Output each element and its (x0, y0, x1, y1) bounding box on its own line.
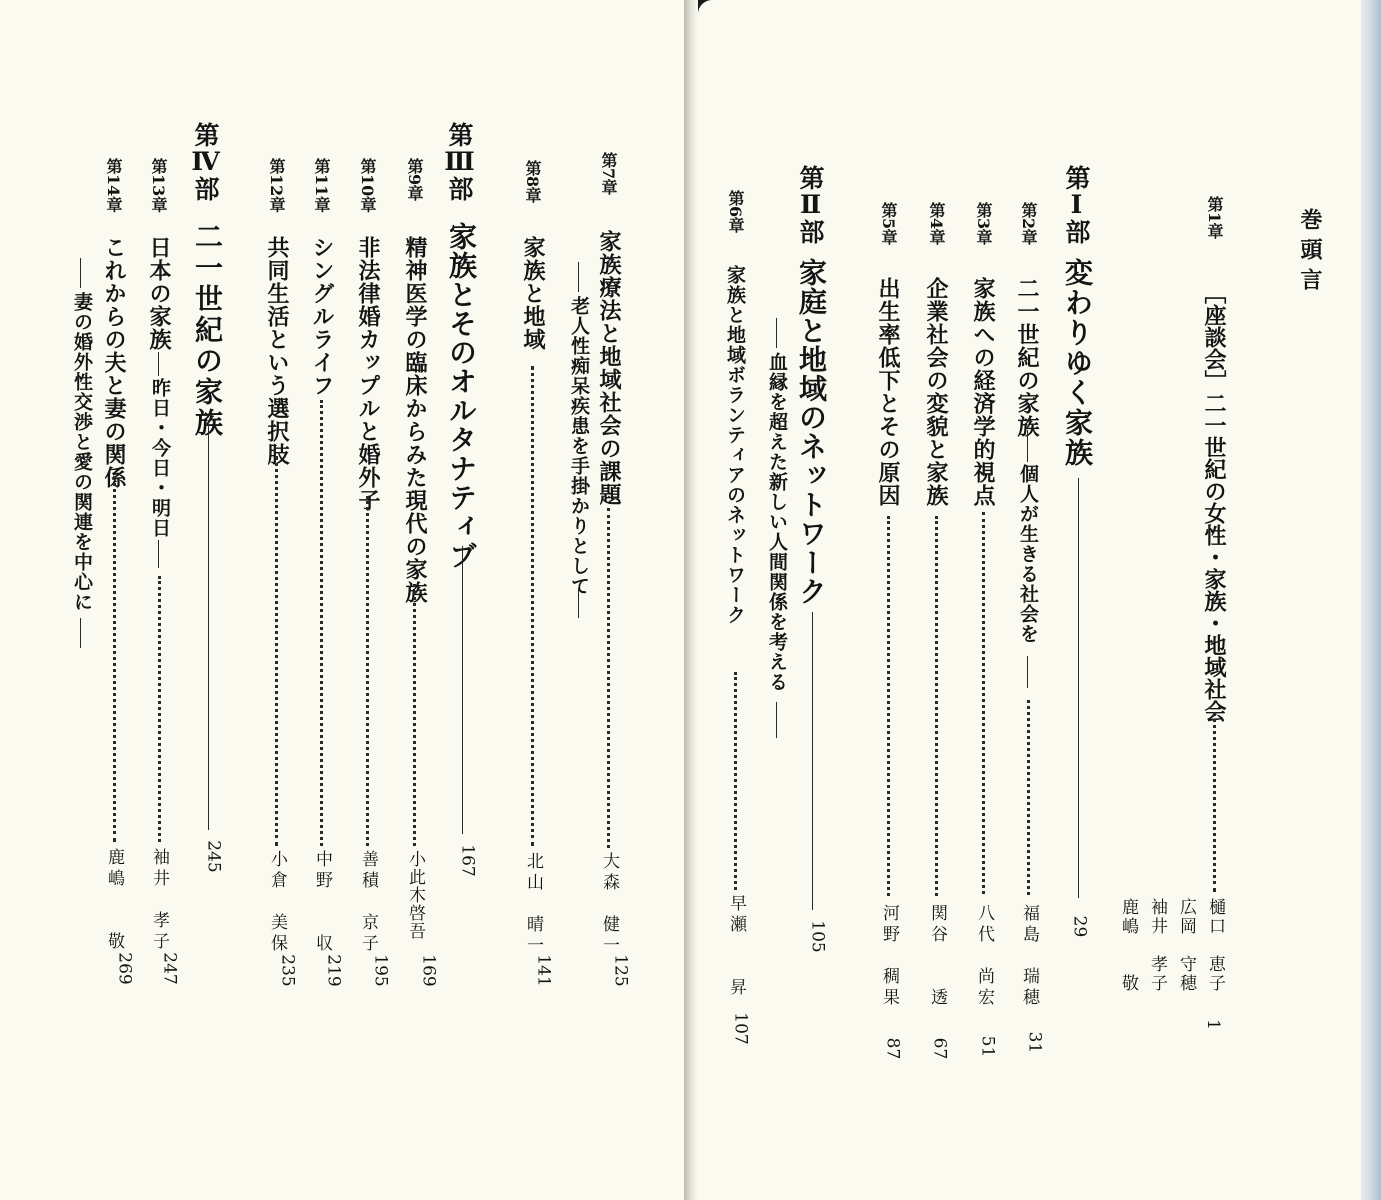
chapter-5-title: 出生率低下とその原因 (875, 277, 901, 507)
chapter-5-author: 河野 稠果 (879, 904, 899, 1009)
chapter-14-page: 269 (114, 952, 135, 985)
chapter-9-title: 精神医学の臨床からみた現代の家族 (402, 236, 428, 604)
chapter-9-author: 小此木啓吾 (405, 850, 425, 940)
chapter-7-author: 大森 健一 (599, 852, 619, 957)
chapter-14-dash-end (80, 618, 81, 648)
chapter-1-title: ［座談会］二一世紀の女性・家族・地域社会 (1201, 282, 1227, 722)
page-edge (1361, 0, 1381, 1200)
chapter-9-label: 第9章 (405, 158, 424, 202)
part-4-label: 第Ⅳ部 (191, 122, 220, 201)
chapter-12-leader (275, 456, 278, 846)
part-4-page: 245 (203, 840, 224, 873)
chapter-6-author: 早瀬 昇 (726, 894, 746, 999)
chapter-2-subtitle: 個人が生きる社会を (1017, 464, 1039, 644)
chapter-8-label: 第8章 (523, 160, 542, 204)
part-4-rule (208, 420, 209, 830)
chapter-12-title: 共同生活という選択肢 (264, 236, 290, 466)
part-2-label: 第Ⅱ部 (796, 165, 825, 244)
part-2-subtitle: 血縁を超えた新しい人間関係を考える (766, 352, 788, 692)
part-3-title: 家族とそのオルタナティブ (445, 222, 478, 570)
book-gutter (684, 0, 698, 1200)
chapter-1-author-2: 広岡 守穂 (1176, 898, 1196, 993)
chapter-3-label: 第3章 (974, 202, 993, 246)
chapter-10-title: 非法律婚カップルと婚外子 (355, 236, 381, 512)
chapter-12-label: 第12章 (267, 158, 286, 213)
part-3-label: 第Ⅲ部 (445, 122, 474, 201)
chapter-10-leader (366, 496, 369, 846)
chapter-10-label: 第10章 (358, 158, 377, 213)
chapter-11-leader (320, 400, 323, 846)
chapter-8-title: 家族と地域 (520, 236, 546, 351)
chapter-12-page: 235 (277, 954, 298, 987)
chapter-11-title: シングルライフ (309, 236, 335, 397)
chapter-5-page: 87 (882, 1037, 903, 1060)
part-2-dash-end (776, 702, 777, 738)
chapter-1-label: 第1章 (1205, 196, 1224, 240)
chapter-7-page: 125 (610, 954, 631, 987)
chapter-7-title: 家族療法と地域社会の課題 (596, 230, 622, 506)
chapter-14-title: これからの夫と妻の関係 (101, 236, 127, 489)
part-1-page: 29 (1069, 915, 1090, 938)
chapter-4-label: 第4章 (927, 202, 946, 246)
chapter-14-dash (80, 258, 81, 288)
chapter-5-leader (887, 516, 890, 896)
chapter-5-label: 第5章 (879, 202, 898, 246)
chapter-3-title: 家族への経済学的視点 (970, 277, 996, 507)
chapter-14-leader (113, 476, 116, 842)
chapter-1-author-4: 鹿嶋 敬 (1118, 898, 1138, 993)
chapter-14-label: 第14章 (104, 158, 123, 213)
chapter-13-dash-end (158, 540, 159, 568)
chapter-14-subtitle: 妻の婚外性交渉と愛の関連を中心に (71, 292, 93, 612)
chapter-9-leader (413, 584, 416, 846)
part-2-title: 家庭と地域のネットワーク (795, 258, 828, 606)
chapter-8-leader (531, 366, 534, 846)
chapter-13-title: 日本の家族 (146, 236, 172, 351)
chapter-11-label: 第11章 (312, 158, 331, 213)
part-2-page: 105 (807, 920, 828, 953)
chapter-7-dash-end (578, 588, 579, 618)
chapter-12-author: 小倉 美保 (267, 850, 287, 955)
chapter-1-author-1: 樋口 恵子 (1205, 898, 1225, 993)
chapter-11-page: 219 (323, 954, 344, 987)
chapter-11-author: 中野 収 (312, 850, 332, 955)
chapter-1-page: 1 (1202, 1019, 1223, 1030)
chapter-7-leader (607, 508, 610, 848)
part-3-page: 167 (457, 844, 478, 877)
chapter-10-page: 195 (370, 954, 391, 987)
part-2-rule (812, 612, 813, 910)
chapter-2-page: 31 (1024, 1031, 1045, 1054)
chapter-3-author: 八代 尚宏 (974, 904, 994, 1009)
chapter-7-dash (578, 262, 579, 292)
chapter-9-page: 169 (418, 954, 439, 987)
chapter-4-page: 67 (929, 1037, 950, 1060)
chapter-7-label: 第7章 (599, 152, 618, 196)
chapter-6-leader (734, 672, 737, 890)
chapter-13-page: 247 (159, 952, 180, 985)
chapter-8-page: 141 (533, 954, 554, 987)
chapter-4-author: 関谷 透 (927, 904, 947, 1009)
chapter-3-leader (982, 512, 985, 894)
chapter-6-title: 家族と地域ボランティアのネットワーク (724, 265, 746, 625)
chapter-4-leader (935, 516, 938, 896)
chapter-13-label: 第13章 (149, 158, 168, 213)
chapter-7-subtitle: 老人性痴呆疾患を手掛かりとして (568, 296, 590, 596)
chapter-14-author: 鹿嶋 敬 (104, 848, 124, 953)
chapter-13-leader (158, 576, 161, 842)
chapter-10-author: 善積 京子 (358, 850, 378, 955)
chapter-6-label: 第6章 (726, 190, 745, 234)
part-3-rule (462, 546, 463, 834)
chapter-2-dash-end (1027, 656, 1028, 688)
chapter-6-page: 107 (730, 1012, 751, 1045)
part-2-dash (776, 318, 777, 348)
chapter-1-author-3: 袖井 孝子 (1147, 898, 1167, 993)
chapter-13-subtitle: 昨日・今日・明日 (149, 378, 171, 538)
chapter-3-page: 51 (977, 1035, 998, 1058)
part-1-rule (1078, 478, 1079, 898)
left-page (0, 0, 684, 1200)
chapter-2-label: 第2章 (1019, 202, 1038, 246)
chapter-1-leader (1213, 712, 1216, 892)
chapter-2-author: 福島 瑞穂 (1019, 904, 1039, 1009)
foreword-heading: 巻頭言 (1297, 208, 1323, 298)
chapter-8-author: 北山 晴一 (523, 852, 543, 957)
chapter-2-dash (1027, 430, 1028, 462)
chapter-2-title: 二一世紀の家族 (1014, 277, 1040, 438)
chapter-4-title: 企業社会の変貌と家族 (923, 277, 949, 507)
part-4-title: 二一世紀の家族 (191, 222, 224, 439)
chapter-2-leader (1027, 700, 1030, 895)
chapter-13-author: 袖井 孝子 (149, 848, 169, 953)
part-1-label: 第Ⅰ部 (1062, 165, 1091, 244)
chapter-13-dash (158, 352, 159, 376)
part-1-title: 変わりゆく家族 (1061, 258, 1094, 468)
